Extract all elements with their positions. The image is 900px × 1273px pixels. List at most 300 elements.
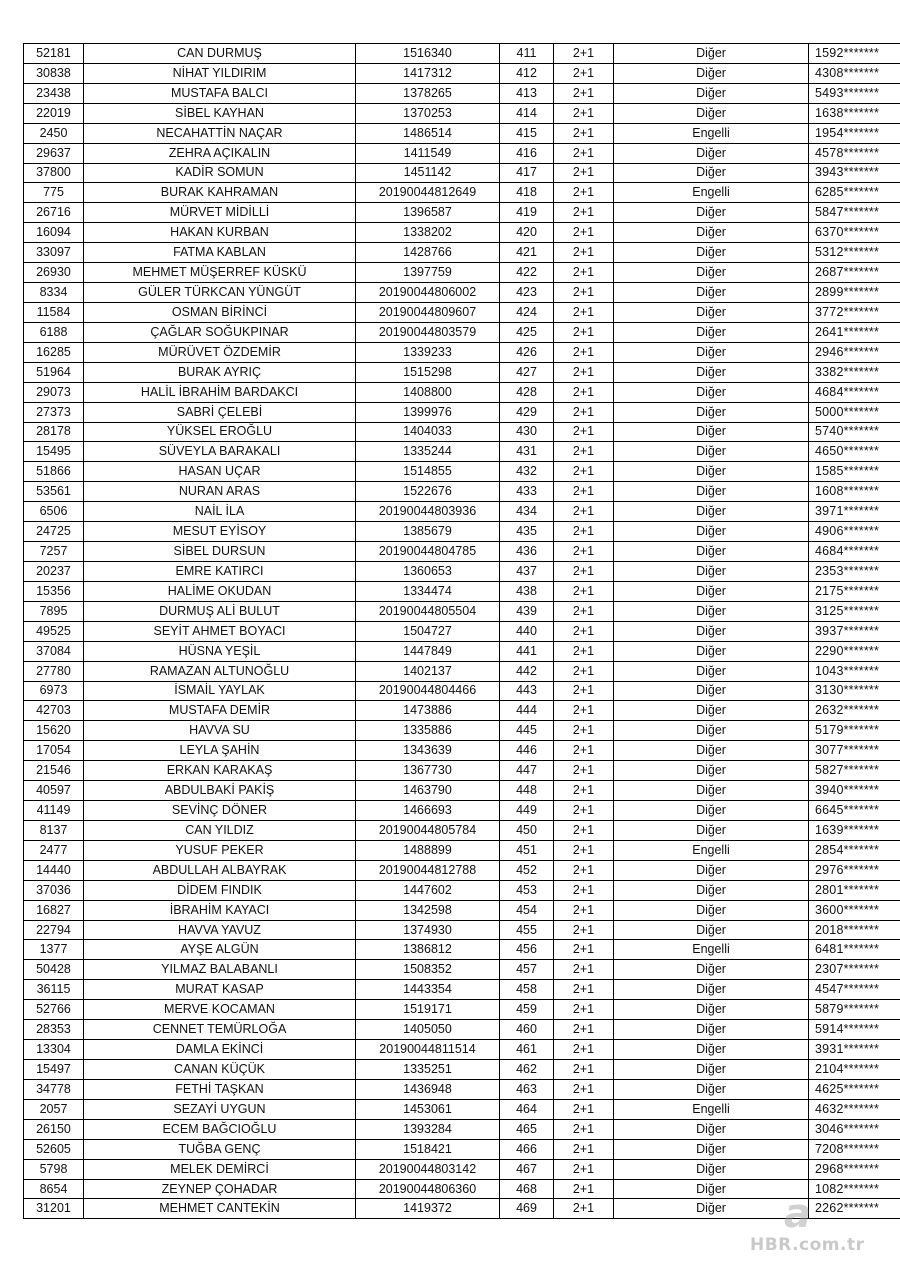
room-type-cell: 2+1 xyxy=(554,581,614,601)
category-cell: Diğer xyxy=(614,163,809,183)
name-cell: YUSUF PEKER xyxy=(84,840,356,860)
order-no-cell: 435 xyxy=(500,522,554,542)
tc-no-cell: 2104******* xyxy=(809,1060,900,1080)
category-cell: Diğer xyxy=(614,1020,809,1040)
order-no-cell: 415 xyxy=(500,123,554,143)
name-cell: SÜVEYLA BARAKALI xyxy=(84,442,356,462)
tc-no-cell: 4684******* xyxy=(809,382,900,402)
applicant-no-cell: 22019 xyxy=(24,103,84,123)
applicant-no-cell: 26930 xyxy=(24,263,84,283)
applicant-no-cell: 41149 xyxy=(24,801,84,821)
room-type-cell: 2+1 xyxy=(554,44,614,64)
order-no-cell: 412 xyxy=(500,63,554,83)
applicant-no-cell: 6188 xyxy=(24,322,84,342)
tc-no-cell: 3943******* xyxy=(809,163,900,183)
table-row xyxy=(24,1020,900,1040)
applicant-no-cell: 7257 xyxy=(24,542,84,562)
applicant-no-cell: 28178 xyxy=(24,422,84,442)
name-cell: KADİR SOMUN xyxy=(84,163,356,183)
room-type-cell: 2+1 xyxy=(554,163,614,183)
order-no-cell: 468 xyxy=(500,1179,554,1199)
room-type-cell: 2+1 xyxy=(554,920,614,940)
application-no-cell: 1486514 xyxy=(356,123,500,143)
category-cell: Diğer xyxy=(614,382,809,402)
watermark-logo: a xyxy=(784,1191,811,1237)
room-type-cell: 2+1 xyxy=(554,342,614,362)
application-no-cell: 1378265 xyxy=(356,83,500,103)
tc-no-cell: 3077******* xyxy=(809,741,900,761)
applicant-no-cell: 49525 xyxy=(24,621,84,641)
category-cell: Diğer xyxy=(614,143,809,163)
name-cell: AYŞE ALGÜN xyxy=(84,940,356,960)
order-no-cell: 414 xyxy=(500,103,554,123)
tc-no-cell: 2854******* xyxy=(809,840,900,860)
order-no-cell: 418 xyxy=(500,183,554,203)
application-no-cell: 1519171 xyxy=(356,1000,500,1020)
category-cell: Diğer xyxy=(614,741,809,761)
room-type-cell: 2+1 xyxy=(554,422,614,442)
room-type-cell: 2+1 xyxy=(554,63,614,83)
application-no-cell: 1396587 xyxy=(356,203,500,223)
applicant-no-cell: 2057 xyxy=(24,1099,84,1119)
table-row xyxy=(24,382,900,402)
application-no-cell: 1447849 xyxy=(356,641,500,661)
application-no-cell: 1360653 xyxy=(356,561,500,581)
name-cell: ABDULBAKİ PAKİŞ xyxy=(84,781,356,801)
application-no-cell: 1374930 xyxy=(356,920,500,940)
name-cell: MÜRÜVET ÖZDEMİR xyxy=(84,342,356,362)
order-no-cell: 466 xyxy=(500,1139,554,1159)
category-cell: Diğer xyxy=(614,1119,809,1139)
order-no-cell: 451 xyxy=(500,840,554,860)
category-cell: Diğer xyxy=(614,1060,809,1080)
application-no-cell: 20190044811514 xyxy=(356,1040,500,1060)
order-no-cell: 446 xyxy=(500,741,554,761)
applicant-no-cell: 27780 xyxy=(24,661,84,681)
applicant-no-cell: 23438 xyxy=(24,83,84,103)
application-no-cell: 1370253 xyxy=(356,103,500,123)
category-cell: Diğer xyxy=(614,223,809,243)
application-no-cell: 1508352 xyxy=(356,960,500,980)
name-cell: CAN YILDIZ xyxy=(84,820,356,840)
applicant-no-cell: 52766 xyxy=(24,1000,84,1020)
applicant-no-cell: 37084 xyxy=(24,641,84,661)
category-cell: Diğer xyxy=(614,621,809,641)
room-type-cell: 2+1 xyxy=(554,203,614,223)
application-no-cell: 1342598 xyxy=(356,900,500,920)
order-no-cell: 443 xyxy=(500,681,554,701)
application-no-cell: 1466693 xyxy=(356,801,500,821)
tc-no-cell: 1638******* xyxy=(809,103,900,123)
application-no-cell: 20190044803936 xyxy=(356,502,500,522)
applicant-no-cell: 51964 xyxy=(24,362,84,382)
application-no-cell: 1453061 xyxy=(356,1099,500,1119)
order-no-cell: 453 xyxy=(500,880,554,900)
application-no-cell: 1419372 xyxy=(356,1199,500,1219)
applicant-no-cell: 8654 xyxy=(24,1179,84,1199)
application-no-cell: 1402137 xyxy=(356,661,500,681)
table-row xyxy=(24,183,900,203)
category-cell: Diğer xyxy=(614,63,809,83)
order-no-cell: 460 xyxy=(500,1020,554,1040)
tc-no-cell: 3931******* xyxy=(809,1040,900,1060)
watermark-text: HBR.com.tr xyxy=(750,1235,865,1255)
tc-no-cell: 3382******* xyxy=(809,362,900,382)
room-type-cell: 2+1 xyxy=(554,183,614,203)
order-no-cell: 444 xyxy=(500,701,554,721)
name-cell: SİBEL KAYHAN xyxy=(84,103,356,123)
application-no-cell: 1516340 xyxy=(356,44,500,64)
name-cell: MUSTAFA DEMİR xyxy=(84,701,356,721)
order-no-cell: 450 xyxy=(500,820,554,840)
name-cell: DAMLA EKİNCİ xyxy=(84,1040,356,1060)
table-row xyxy=(24,362,900,382)
category-cell: Diğer xyxy=(614,581,809,601)
order-no-cell: 440 xyxy=(500,621,554,641)
application-no-cell: 1367730 xyxy=(356,761,500,781)
application-no-cell: 20190044803142 xyxy=(356,1159,500,1179)
application-no-cell: 1405050 xyxy=(356,1020,500,1040)
application-no-cell: 20190044809607 xyxy=(356,302,500,322)
order-no-cell: 457 xyxy=(500,960,554,980)
applicant-no-cell: 52605 xyxy=(24,1139,84,1159)
applicant-no-cell: 2477 xyxy=(24,840,84,860)
tc-no-cell: 2290******* xyxy=(809,641,900,661)
name-cell: MEHMET CANTEKİN xyxy=(84,1199,356,1219)
name-cell: HASAN UÇAR xyxy=(84,462,356,482)
table-body xyxy=(24,44,900,1219)
category-cell: Diğer xyxy=(614,482,809,502)
table-row xyxy=(24,1079,900,1099)
applicant-no-cell: 27373 xyxy=(24,402,84,422)
category-cell: Diğer xyxy=(614,601,809,621)
name-cell: SEZAYİ UYGUN xyxy=(84,1099,356,1119)
table-row xyxy=(24,1099,900,1119)
name-cell: MEHMET MÜŞERREF KÜSKÜ xyxy=(84,263,356,283)
table-row xyxy=(24,581,900,601)
order-no-cell: 441 xyxy=(500,641,554,661)
order-no-cell: 423 xyxy=(500,283,554,303)
table-row xyxy=(24,83,900,103)
room-type-cell: 2+1 xyxy=(554,302,614,322)
application-no-cell: 1417312 xyxy=(356,63,500,83)
tc-no-cell: 5493******* xyxy=(809,83,900,103)
order-no-cell: 429 xyxy=(500,402,554,422)
table-row xyxy=(24,482,900,502)
applicant-no-cell: 31201 xyxy=(24,1199,84,1219)
name-cell: DURMUŞ ALİ BULUT xyxy=(84,601,356,621)
application-no-cell: 20190044806360 xyxy=(356,1179,500,1199)
name-cell: MUSTAFA BALCI xyxy=(84,83,356,103)
category-cell: Diğer xyxy=(614,980,809,1000)
applicant-no-cell: 52181 xyxy=(24,44,84,64)
category-cell: Diğer xyxy=(614,502,809,522)
application-no-cell: 1504727 xyxy=(356,621,500,641)
table-row xyxy=(24,840,900,860)
applicant-no-cell: 8137 xyxy=(24,820,84,840)
category-cell: Diğer xyxy=(614,801,809,821)
room-type-cell: 2+1 xyxy=(554,1079,614,1099)
applicant-no-cell: 22794 xyxy=(24,920,84,940)
tc-no-cell: 2687******* xyxy=(809,263,900,283)
room-type-cell: 2+1 xyxy=(554,781,614,801)
name-cell: CANAN KÜÇÜK xyxy=(84,1060,356,1080)
tc-no-cell: 3772******* xyxy=(809,302,900,322)
application-no-cell: 1334474 xyxy=(356,581,500,601)
tc-no-cell: 1082******* xyxy=(809,1179,900,1199)
name-cell: FATMA KABLAN xyxy=(84,243,356,263)
name-cell: SEVİNÇ DÖNER xyxy=(84,801,356,821)
category-cell: Engelli xyxy=(614,123,809,143)
table-row xyxy=(24,462,900,482)
tc-no-cell: 6645******* xyxy=(809,801,900,821)
applicant-no-cell: 15620 xyxy=(24,721,84,741)
tc-no-cell: 7208******* xyxy=(809,1139,900,1159)
table-row xyxy=(24,1040,900,1060)
application-no-cell: 1411549 xyxy=(356,143,500,163)
table-row xyxy=(24,641,900,661)
application-no-cell: 1397759 xyxy=(356,263,500,283)
room-type-cell: 2+1 xyxy=(554,980,614,1000)
name-cell: ECEM BAĞCIOĞLU xyxy=(84,1119,356,1139)
tc-no-cell: 2307******* xyxy=(809,960,900,980)
applicant-no-cell: 34778 xyxy=(24,1079,84,1099)
application-no-cell: 1473886 xyxy=(356,701,500,721)
room-type-cell: 2+1 xyxy=(554,263,614,283)
application-no-cell: 1338202 xyxy=(356,223,500,243)
category-cell: Diğer xyxy=(614,283,809,303)
order-no-cell: 458 xyxy=(500,980,554,1000)
name-cell: HAKAN KURBAN xyxy=(84,223,356,243)
order-no-cell: 420 xyxy=(500,223,554,243)
room-type-cell: 2+1 xyxy=(554,442,614,462)
name-cell: MURAT KASAP xyxy=(84,980,356,1000)
order-no-cell: 462 xyxy=(500,1060,554,1080)
application-no-cell: 1443354 xyxy=(356,980,500,1000)
category-cell: Diğer xyxy=(614,1000,809,1020)
category-cell: Diğer xyxy=(614,860,809,880)
order-no-cell: 445 xyxy=(500,721,554,741)
category-cell: Diğer xyxy=(614,1199,809,1219)
table-row xyxy=(24,1060,900,1080)
name-cell: YILMAZ BALABANLI xyxy=(84,960,356,980)
tc-no-cell: 2968******* xyxy=(809,1159,900,1179)
category-cell: Diğer xyxy=(614,561,809,581)
name-cell: HAVVA SU xyxy=(84,721,356,741)
category-cell: Diğer xyxy=(614,342,809,362)
category-cell: Diğer xyxy=(614,721,809,741)
name-cell: CAN DURMUŞ xyxy=(84,44,356,64)
room-type-cell: 2+1 xyxy=(554,1000,614,1020)
category-cell: Diğer xyxy=(614,322,809,342)
application-no-cell: 1408800 xyxy=(356,382,500,402)
tc-no-cell: 4906******* xyxy=(809,522,900,542)
table-row xyxy=(24,601,900,621)
order-no-cell: 447 xyxy=(500,761,554,781)
room-type-cell: 2+1 xyxy=(554,123,614,143)
room-type-cell: 2+1 xyxy=(554,940,614,960)
table-row xyxy=(24,761,900,781)
order-no-cell: 421 xyxy=(500,243,554,263)
applicant-no-cell: 29073 xyxy=(24,382,84,402)
name-cell: MESUT EYİSOY xyxy=(84,522,356,542)
order-no-cell: 419 xyxy=(500,203,554,223)
name-cell: HALİME OKUDAN xyxy=(84,581,356,601)
tc-no-cell: 4547******* xyxy=(809,980,900,1000)
name-cell: İBRAHİM KAYACI xyxy=(84,900,356,920)
applicant-no-cell: 33097 xyxy=(24,243,84,263)
tc-no-cell: 5914******* xyxy=(809,1020,900,1040)
room-type-cell: 2+1 xyxy=(554,880,614,900)
room-type-cell: 2+1 xyxy=(554,103,614,123)
name-cell: NİHAT YILDIRIM xyxy=(84,63,356,83)
order-no-cell: 456 xyxy=(500,940,554,960)
order-no-cell: 452 xyxy=(500,860,554,880)
tc-no-cell: 4684******* xyxy=(809,542,900,562)
name-cell: OSMAN BİRİNCİ xyxy=(84,302,356,322)
name-cell: EMRE KATIRCI xyxy=(84,561,356,581)
name-cell: BURAK AYRIÇ xyxy=(84,362,356,382)
table-row xyxy=(24,701,900,721)
category-cell: Diğer xyxy=(614,243,809,263)
tc-no-cell: 5740******* xyxy=(809,422,900,442)
category-cell: Engelli xyxy=(614,183,809,203)
category-cell: Diğer xyxy=(614,302,809,322)
name-cell: HAVVA YAVUZ xyxy=(84,920,356,940)
order-no-cell: 438 xyxy=(500,581,554,601)
applicant-no-cell: 2450 xyxy=(24,123,84,143)
room-type-cell: 2+1 xyxy=(554,143,614,163)
table-row xyxy=(24,1000,900,1020)
tc-no-cell: 2018******* xyxy=(809,920,900,940)
tc-no-cell: 5879******* xyxy=(809,1000,900,1020)
table-row xyxy=(24,1139,900,1159)
category-cell: Diğer xyxy=(614,681,809,701)
applicant-no-cell: 26150 xyxy=(24,1119,84,1139)
order-no-cell: 439 xyxy=(500,601,554,621)
applicant-no-cell: 26716 xyxy=(24,203,84,223)
applicant-no-cell: 51866 xyxy=(24,462,84,482)
application-no-cell: 1335251 xyxy=(356,1060,500,1080)
room-type-cell: 2+1 xyxy=(554,1099,614,1119)
room-type-cell: 2+1 xyxy=(554,462,614,482)
room-type-cell: 2+1 xyxy=(554,402,614,422)
applicant-no-cell: 37800 xyxy=(24,163,84,183)
table-row xyxy=(24,44,900,64)
tc-no-cell: 1585******* xyxy=(809,462,900,482)
room-type-cell: 2+1 xyxy=(554,721,614,741)
category-cell: Diğer xyxy=(614,83,809,103)
room-type-cell: 2+1 xyxy=(554,661,614,681)
table-row xyxy=(24,741,900,761)
table-row xyxy=(24,502,900,522)
tc-no-cell: 1592******* xyxy=(809,44,900,64)
room-type-cell: 2+1 xyxy=(554,900,614,920)
order-no-cell: 442 xyxy=(500,661,554,681)
name-cell: ERKAN KARAKAŞ xyxy=(84,761,356,781)
name-cell: MELEK DEMİRCİ xyxy=(84,1159,356,1179)
room-type-cell: 2+1 xyxy=(554,542,614,562)
applicant-no-cell: 16827 xyxy=(24,900,84,920)
category-cell: Diğer xyxy=(614,1040,809,1060)
order-no-cell: 416 xyxy=(500,143,554,163)
table-row xyxy=(24,322,900,342)
order-no-cell: 463 xyxy=(500,1079,554,1099)
table-row xyxy=(24,203,900,223)
applicant-no-cell: 16094 xyxy=(24,223,84,243)
tc-no-cell: 4308******* xyxy=(809,63,900,83)
table-row xyxy=(24,542,900,562)
order-no-cell: 461 xyxy=(500,1040,554,1060)
applicant-no-cell: 1377 xyxy=(24,940,84,960)
applicant-no-cell: 29637 xyxy=(24,143,84,163)
application-no-cell: 1386812 xyxy=(356,940,500,960)
table-row xyxy=(24,561,900,581)
room-type-cell: 2+1 xyxy=(554,820,614,840)
tc-no-cell: 2632******* xyxy=(809,701,900,721)
name-cell: NAİL İLA xyxy=(84,502,356,522)
name-cell: YÜKSEL EROĞLU xyxy=(84,422,356,442)
applicant-no-cell: 6506 xyxy=(24,502,84,522)
tc-no-cell: 4625******* xyxy=(809,1079,900,1099)
tc-no-cell: 6370******* xyxy=(809,223,900,243)
room-type-cell: 2+1 xyxy=(554,1119,614,1139)
room-type-cell: 2+1 xyxy=(554,382,614,402)
category-cell: Diğer xyxy=(614,542,809,562)
application-no-cell: 1488899 xyxy=(356,840,500,860)
name-cell: LEYLA ŞAHİN xyxy=(84,741,356,761)
tc-no-cell: 2175******* xyxy=(809,581,900,601)
application-no-cell: 1385679 xyxy=(356,522,500,542)
order-no-cell: 427 xyxy=(500,362,554,382)
order-no-cell: 413 xyxy=(500,83,554,103)
application-no-cell: 1339233 xyxy=(356,342,500,362)
table-row xyxy=(24,143,900,163)
applicant-no-cell: 37036 xyxy=(24,880,84,900)
order-no-cell: 464 xyxy=(500,1099,554,1119)
application-no-cell: 1335244 xyxy=(356,442,500,462)
room-type-cell: 2+1 xyxy=(554,621,614,641)
applicant-no-cell: 36115 xyxy=(24,980,84,1000)
table-row xyxy=(24,940,900,960)
tc-no-cell: 2899******* xyxy=(809,283,900,303)
room-type-cell: 2+1 xyxy=(554,482,614,502)
application-no-cell: 1451142 xyxy=(356,163,500,183)
applicant-no-cell: 24725 xyxy=(24,522,84,542)
application-no-cell: 1436948 xyxy=(356,1079,500,1099)
order-no-cell: 469 xyxy=(500,1199,554,1219)
tc-no-cell: 2801******* xyxy=(809,880,900,900)
room-type-cell: 2+1 xyxy=(554,641,614,661)
applicant-no-cell: 6973 xyxy=(24,681,84,701)
tc-no-cell: 4650******* xyxy=(809,442,900,462)
room-type-cell: 2+1 xyxy=(554,561,614,581)
applicant-no-cell: 15495 xyxy=(24,442,84,462)
table-row xyxy=(24,402,900,422)
name-cell: TUĞBA GENÇ xyxy=(84,1139,356,1159)
room-type-cell: 2+1 xyxy=(554,801,614,821)
tc-no-cell: 3046******* xyxy=(809,1119,900,1139)
tc-no-cell: 5179******* xyxy=(809,721,900,741)
name-cell: HÜSNA YEŞİL xyxy=(84,641,356,661)
room-type-cell: 2+1 xyxy=(554,223,614,243)
order-no-cell: 426 xyxy=(500,342,554,362)
name-cell: SİBEL DURSUN xyxy=(84,542,356,562)
tc-no-cell: 6481******* xyxy=(809,940,900,960)
room-type-cell: 2+1 xyxy=(554,1159,614,1179)
table-row xyxy=(24,721,900,741)
name-cell: SABRİ ÇELEBİ xyxy=(84,402,356,422)
